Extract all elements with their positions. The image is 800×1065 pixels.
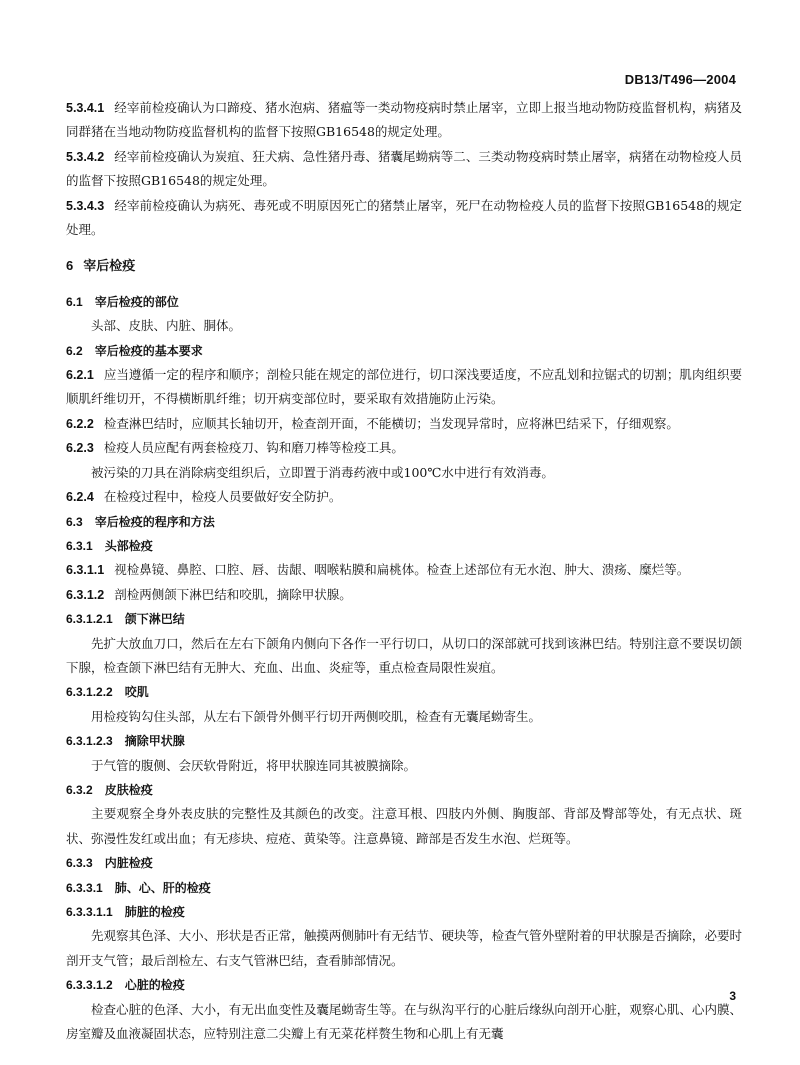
heading-6-3-1: 6.3.1 头部检疫 [66, 538, 153, 553]
heading-6-3-3-1: 6.3.3.1 肺、心、肝的检疫 [66, 880, 211, 895]
heading-6-3-1-2-3: 6.3.1.2.3 摘除甲状腺 [66, 734, 185, 749]
page-number: 3 [729, 989, 736, 1003]
clause-6-2-4: 6.2.4 在检疫过程中，检疫人员要做好安全防护。 [66, 489, 342, 505]
document-body [66, 96, 742, 1046]
heading-6-3-2: 6.3.2 皮肤检疫 [66, 782, 153, 797]
paragraph-text: 被污染的刀具在消除病变组织后，立即置于消毒药液中或100℃水中进行有效消毒。 [91, 464, 554, 480]
heading-6-3-3-1-1: 6.3.3.1.1 肺脏的检疫 [66, 905, 185, 919]
clause-5-3-4-1: 5.3.4.1 经宰前检疫确认为口蹄疫、猪水泡病、猪瘟等一类动物疫病时禁止屠宰，立即上报当地动物防疫监督机构，病猪及同群猪在当地动物防疫监督机构的监督下按照GB16548的规定处理。 [66, 100, 742, 140]
paragraph-text: 先扩大放血刀口，然后在左右下颌角内侧向下各作一平行切口，从切口的深部就可找到该淋巴结。特别注意不要误切颌下腺，检查颌下淋巴结有无肿大、充血、出血、炎症等，重点检查局限性炭疽。 [66, 635, 742, 675]
clause-6-2-1: 6.2.1 应当遵循一定的程序和顺序；剖检只能在规定的部位进行，切口深浅要适度，不应乱划和拉锯式的切割；肌肉组织要顺肌纤维切开，不得横断肌纤维；切开病变部位时，要采取有效措施防止污染。 [66, 367, 742, 407]
standard-code: DB13/T496—2004 [624, 72, 736, 87]
section-heading-6: 6 宰后检疫 [66, 258, 136, 275]
heading-6-2: 6.2 宰后检疫的基本要求 [66, 343, 203, 358]
clause-5-3-4-3: 5.3.4.3 经宰前检疫确认为病死、毒死或不明原因死亡的猪禁止屠宰，死尸在动物检疫人员的监督下按照GB16548的规定处理。 [66, 197, 742, 238]
heading-6-3: 6.3 宰后检疫的程序和方法 [66, 514, 215, 529]
clause-6-3-1-2: 6.3.1.2 剖检两侧颌下淋巴结和咬肌，摘除甲状腺。 [66, 586, 352, 602]
heading-6-3-1-2-1: 6.3.1.2.1 颌下淋巴结 [66, 612, 185, 627]
clause-6-2-3: 6.2.3 检疫人员应配有两套检疫刀、钩和磨刀棒等检疫工具。 [66, 440, 404, 456]
paragraph-text: 检查心脏的色泽、大小，有无出血变性及囊尾蚴寄生等。在与纵沟平行的心脏后缘纵向剖开心脏，观察心肌、心内膜、房室瓣及血液凝固状态，应特别注意二尖瓣上有无菜花样赘生物和心肌上有无囊 [66, 1001, 742, 1042]
paragraph-text: 头部、皮肤、内脏、胴体。 [91, 318, 242, 334]
paragraph-text: 于气管的腹侧、会厌软骨附近，将甲状腺连同其被膜摘除。 [91, 757, 417, 773]
clause-6-2-2: 6.2.2 检查淋巴结时，应顺其长轴切开，检查剖开面，不能横切；当发现异常时，应将淋巴结采下，仔细观察。 [66, 415, 679, 431]
clause-5-3-4-2: 5.3.4.2 经宰前检疫确认为炭疽、狂犬病、急性猪丹毒、猪囊尾蚴病等二、三类动物疫病时禁止屠宰，病猪在动物检疫人员的监督下按照GB16548的规定处理。 [66, 148, 742, 189]
paragraph-text: 主要观察全身外表皮肤的完整性及其颜色的改变。注意耳根、四肢内外侧、胸腹部、背部及臀部等处，有无点状、斑状、弥漫性发红或出血；有无疹块、痘疮、黄染等。注意鼻镜、蹄部是否发生水泡、烂斑等。 [66, 806, 742, 846]
paragraph-text: 用检疫钩勾住头部，从左右下颌骨外侧平行切开两侧咬肌，检查有无囊尾蚴寄生。 [91, 708, 542, 724]
heading-6-3-3: 6.3.3 内脏检疫 [66, 856, 153, 871]
heading-6-3-3-1-2: 6.3.3.1.2 心脏的检疫 [66, 978, 185, 993]
heading-6-1: 6.1 宰后检疫的部位 [66, 294, 179, 309]
paragraph-text: 先观察其色泽、大小、形状是否正常，触摸两侧肺叶有无结节、硬块等，检查气管外壁附着的甲状腺是否摘除，必要时剖开支气管；最后剖检左、右支气管淋巴结，查看肺部情况。 [66, 928, 742, 968]
heading-6-3-1-2-2: 6.3.1.2.2 咬肌 [66, 685, 149, 700]
clause-6-3-1-1: 6.3.1.1 视检鼻镜、鼻腔、口腔、唇、齿龈、咽喉粘膜和扁桃体。检查上述部位有无水泡、肿大、溃疡、糜烂等。 [66, 562, 690, 578]
